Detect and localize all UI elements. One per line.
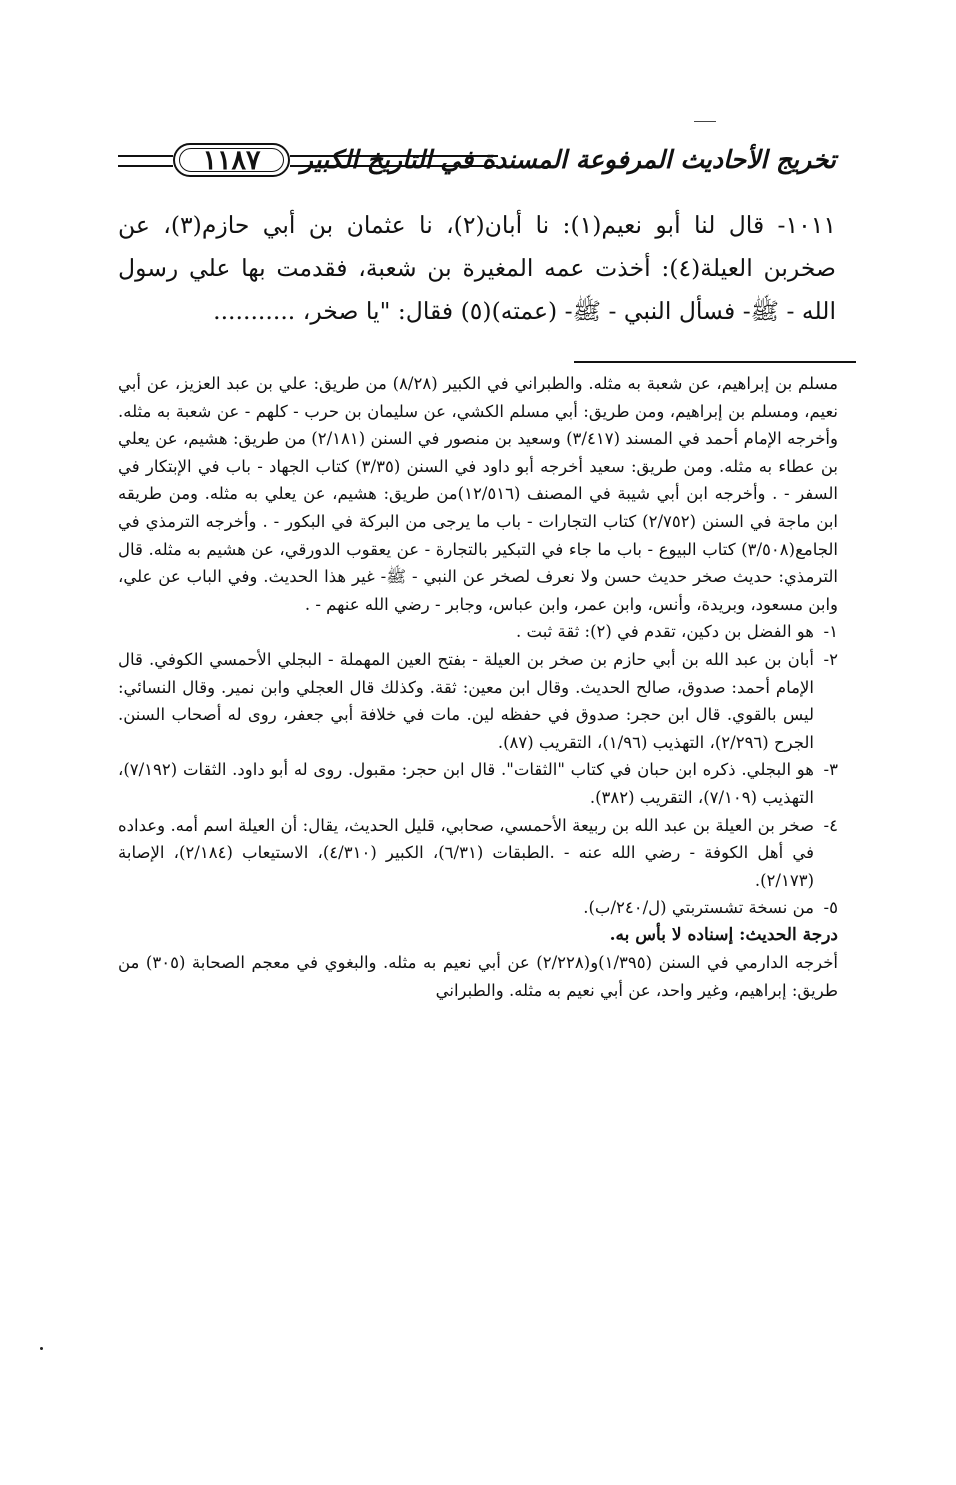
- page-header: [118, 143, 836, 183]
- footnote-4: [118, 812, 838, 895]
- footnote-2: [118, 646, 838, 756]
- footnote-1: [118, 618, 838, 646]
- footnote-separator: [574, 361, 856, 363]
- hadith-grade: درجة الحديث: إسناده لا بأس به.: [609, 924, 838, 945]
- footnote-text: هو الفضل بن دكين، تقدم في (٢): ثقة ثبت .: [516, 622, 814, 642]
- previous-footnote-continuation: مسلم بن إبراهيم، عن شعبة به مثله. والطبراني في الكبير (٨/٢٨) من طريق: علي بن عبد العزيز، عن أبي نعيم، ومسلم بن إبراهيم، ومن طريق: أبي مسلم الكشي، عن سليمان بن حرب - كلهم - عن شعبة به مثله. وأخرجه الإمام أحمد في المسند (٣/٤١٧) وسعيد بن منصور في السنن (٢/١٨١) من طريق: هشيم، عن يعلي بن عطاء به مثله. ومن طريق: سعيد أخرجه أبو داود في السنن (٣/٣٥) كتاب الجهاد - باب في الإبتكار في السفر - . وأخرجه ابن أبي شيبة في المصنف (١٢/٥١٦)من طريق: هشيم، عن يعلي به مثله. ومن طريقه ابن ماجة في السنن (٢/٧٥٢) كتاب التجارات - باب ما يرجى من البركة في البكور - . وأخرجه الترمذي في الجامع(٣/٥٠٨) كتاب البيوع - باب ما جاء في التبكير بالتجارة - عن يعقوب الدورقي، عن هشيم به مثله. قال الترمذي: حديث صخر حديث حسن ولا نعرف لصخر عن النبي - ﷺ- غير هذا الحديث. وفي الباب عن علي، وابن مسعود، وبريدة، وأنس، وابن عمر، وابن عباس، وجابر - رضي الله عنهم - .: [118, 374, 838, 614]
- page-number-badge: [173, 143, 290, 177]
- footnote-3: [118, 756, 838, 811]
- hadith-text: [118, 204, 836, 333]
- footnote-number: ٣-: [823, 760, 838, 780]
- header-rule-left: [118, 155, 173, 167]
- page-number: ١١٨٧: [202, 144, 261, 176]
- hadith-paragraph: ١٠١١- قال لنا أبو نعيم(١): نا أبان(٢)، نا عثمان بن أبي حازم(٣)، عن صخربن العيلة(٤): أخذت عمه المغيرة بن شعبة، فقدمت بها علي رسول الله - ﷺ- فسأل النبي - ﷺ- (عمته)(٥) فقال: "يا صخر، ...........: [118, 211, 836, 325]
- footnote-text: هو البجلي. ذكره ابن حبان في كتاب "الثقات". قال ابن حجر: مقبول. روى له أبو داود. الثقات (٧/١٩٢)، التهذيب (٧/١٠٩)، التقريب (٣٨٢).: [118, 760, 814, 807]
- footnote-number: ٥-: [823, 898, 838, 918]
- running-title: تخريج الأحاديث المرفوعة المسندة في التاريخ الكبير: [300, 145, 836, 174]
- footnote-number: ١-: [823, 622, 838, 642]
- footnote-number: ٢-: [823, 649, 838, 669]
- footnote-5: [118, 894, 838, 922]
- margin-dot: [40, 1347, 43, 1350]
- footnote-text: صخر بن العيلة بن عبد الله بن ربيعة الأحمسي، صحابي، قليل الحديث، يقال: أن العيلة اسم أمه. وعداده في أهل الكوفة - رضي الله عنه - .الطبقات (٦/٣١)، الكبير (٤/٣١٠)، الاستيعاب (٢/١٨٤)، الإصابة (٢/١٧٣).: [118, 815, 814, 890]
- footnotes-section: [118, 370, 838, 1005]
- footnote-text: من نسخة تشستربتي (ل/٢٤٠/ب).: [583, 898, 814, 918]
- takhrij-paragraph: أخرجه الدارمي في السنن (١/٣٩٥)و(٢/٢٢٨) عن أبي نعيم به مثله. والبغوي في معجم الصحابة (٣٠٥) من طريق: إبراهيم، وغير واحد، عن أبي نعيم به مثله. والطبراني: [118, 953, 838, 1001]
- footnote-number: ٤-: [823, 815, 838, 835]
- footnote-text: أبان بن عبد الله بن أبي حازم بن صخر بن العيلة - بفتح العين المهملة - البجلي الأحمسي الكوفي. قال الإمام أحمد: صدوق، صالح الحديث. وقال ابن معين: ثقة. وكذلك قال العجلي وابن نمير. وقال النسائي: ليس بالقوي. قال ابن حجر: صدوق في حفظه لين. مات في خلافة أبي جعفر، روى له أصحاب السنن. الجرح (٢/٢٩٦)، التهذيب (١/٩٦)، التقريب (٨٧).: [118, 649, 814, 752]
- top-mark: [694, 121, 716, 122]
